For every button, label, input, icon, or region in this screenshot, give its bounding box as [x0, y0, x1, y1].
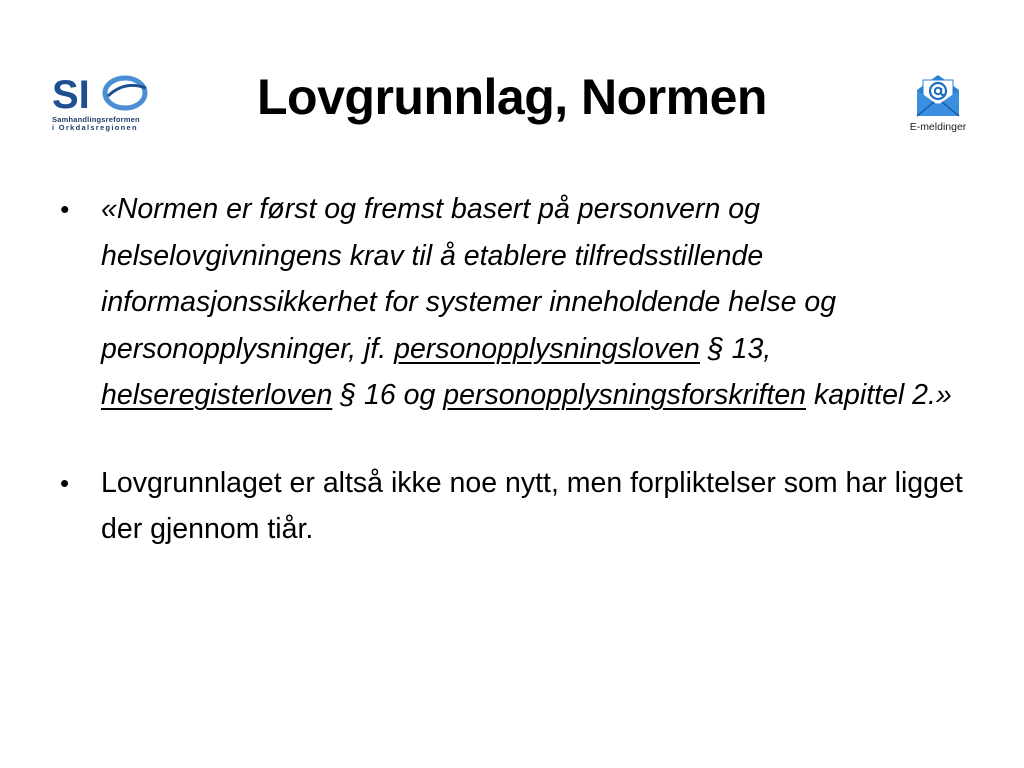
- bullet-dot-icon: •: [60, 467, 70, 498]
- link-helseregisterloven[interactable]: helseregisterloven: [101, 379, 333, 411]
- sio-logo-line2: i Orkdalsregionen: [52, 123, 138, 132]
- sio-logo-mark-text: SI: [52, 73, 90, 116]
- quote-text-part: § 13,: [699, 332, 772, 365]
- bullet-text: Lovgrunnlaget er altså ikke noe nytt, men forpliktelser som har ligget der gjennom tiår.: [101, 466, 963, 545]
- bullet-dot-icon: •: [60, 194, 70, 224]
- e-meldinger-caption: E-meldinger: [909, 121, 967, 133]
- bullet-item-normen-quote: [60, 186, 970, 419]
- bullet-list: [60, 186, 970, 553]
- envelope-at-icon: [913, 72, 963, 118]
- quote-text-part: kapittel 2.»: [806, 379, 952, 411]
- quote-text-part: § 16 og: [332, 379, 444, 411]
- quote-text-part: «Normen er først og fremst basert på personvern og helselovgivningens krav til å etablere tilfredsstillende informasjonssikkerhet for systemer inneholdende helse og personopplysninger, jf.: [101, 193, 837, 365]
- sio-logo-line1: Samhandlingsreformen: [52, 115, 140, 124]
- link-personopplysningsloven[interactable]: personopplysningsloven: [394, 332, 700, 365]
- sio-logo: [50, 70, 160, 132]
- bullet-item-lovgrunnlag: [60, 460, 970, 553]
- link-personopplysningsforskriften[interactable]: personopplysningsforskriften: [443, 379, 807, 411]
- slide-title: Lovgrunnlag, Normen: [257, 69, 767, 125]
- e-meldinger-badge: [905, 72, 971, 138]
